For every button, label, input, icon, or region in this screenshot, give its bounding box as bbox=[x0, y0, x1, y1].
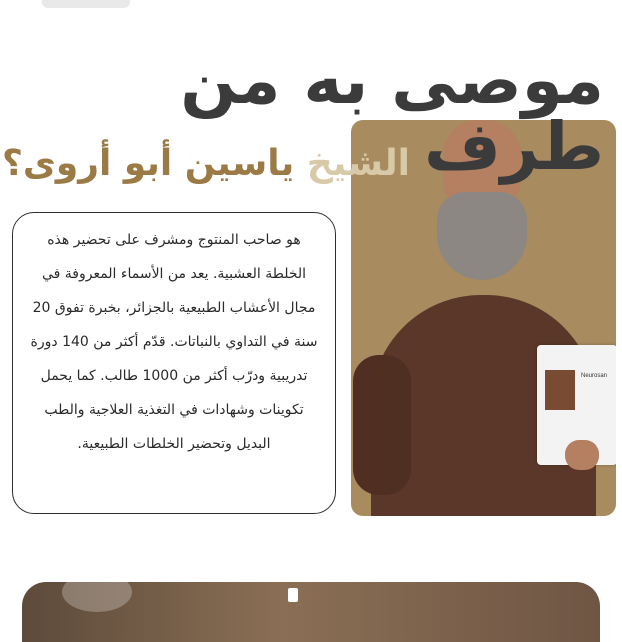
sleeve-shape bbox=[353, 355, 411, 495]
facebook-icon bbox=[288, 588, 298, 602]
top-image-fragment bbox=[42, 0, 130, 8]
page-headline: موصى به من طرف bbox=[180, 42, 604, 185]
hand-shape bbox=[565, 440, 599, 470]
subheadline-name: ياسين أبو أروى؟ bbox=[1, 143, 295, 184]
product-label-graphic bbox=[545, 370, 575, 410]
subheadline-faded-word: الشيخ bbox=[306, 143, 410, 184]
description-text: هو صاحب المنتوج ومشرف على تحضير هذه الخلطة العشبية. يعد من الأسماء المعروفة في مجال الأعشاب الطبيعية بالجزائر، بخبرة تفوق 20 سنة في التداوي بالنباتات. قدّم أكثر من 140 دورة تدريبية ودرّب أكثر من 1000 طالب. كما يحمل تكوينات وشهادات في التغذية العلاجية والطب البديل وتحضير الخلطات الطبيعية. bbox=[30, 232, 318, 452]
bottom-banner bbox=[22, 582, 600, 642]
product-name: Neurosan bbox=[581, 373, 608, 379]
page-subheadline bbox=[1, 143, 410, 184]
beard-shape bbox=[437, 192, 527, 280]
description-card bbox=[12, 212, 336, 514]
